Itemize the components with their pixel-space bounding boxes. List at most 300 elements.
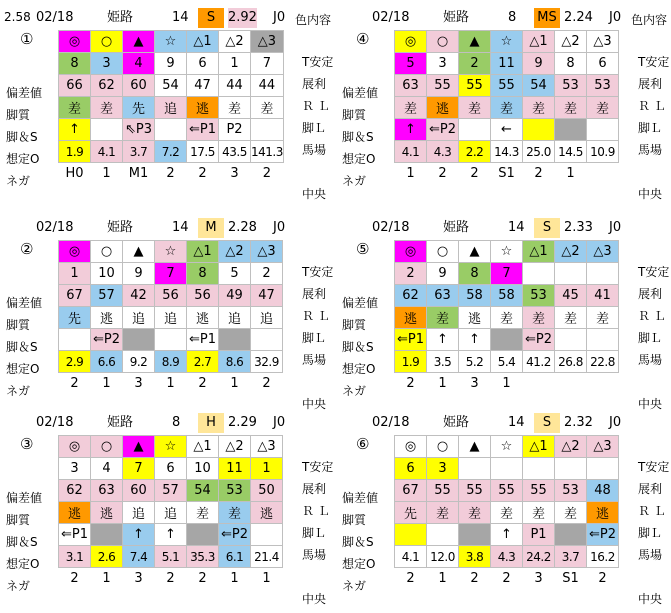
grid-cell: 56 <box>187 285 219 307</box>
row-label: 偏差値 <box>6 491 43 505</box>
grid-cell: △2 <box>219 241 251 263</box>
row-label: ネガ <box>6 174 31 188</box>
grid-cell: H0 <box>65 166 84 181</box>
top-left-value: 2.58 <box>4 10 31 24</box>
right-label: T安定 <box>638 55 670 69</box>
grid-cell: 2 <box>166 571 175 586</box>
grid-cell: △2 <box>219 436 251 458</box>
odds-row <box>395 351 619 373</box>
grid-cell: 53 <box>523 285 555 307</box>
right-label: 展利 <box>302 482 327 496</box>
grid-cell: 3 <box>134 376 143 391</box>
grid-cell: 3.7 <box>555 546 587 568</box>
race-number: ⑥ <box>356 435 370 453</box>
grid-cell <box>555 373 587 395</box>
grid-cell: ☆ <box>491 31 523 53</box>
grid-cell: 57 <box>91 285 123 307</box>
grid-cell: ▲ <box>459 436 491 458</box>
condition-badge: S <box>198 8 224 28</box>
grid-cell: 1.9 <box>59 141 91 163</box>
condition-badge: H <box>198 413 224 433</box>
marks-row <box>395 31 619 53</box>
grid-cell: 追 <box>219 307 251 329</box>
style-row <box>395 97 619 119</box>
race-date: 02/18 <box>36 10 74 25</box>
row-label: 想定O <box>342 362 376 376</box>
row-label: 脚＆S <box>6 340 38 354</box>
row-label: ネガ <box>342 579 367 593</box>
row-label: 偏差値 <box>342 86 379 100</box>
marks-row <box>59 436 283 458</box>
grid-cell: 3 <box>59 458 91 480</box>
grid-cell: 逃 <box>459 307 491 329</box>
grid-cell: 逃 <box>59 502 91 524</box>
grid-cell: ↑ <box>427 329 459 351</box>
grid-cell: 5.1 <box>155 546 187 568</box>
grid-cell: 50 <box>251 480 283 502</box>
grid-cell: ○ <box>427 436 459 458</box>
runner-count: 8 <box>508 10 517 25</box>
grid-cell: 67 <box>59 285 91 307</box>
right-label: 展利 <box>638 287 663 301</box>
marks-row <box>59 241 283 263</box>
grid-cell: 44 <box>219 75 251 97</box>
grid-cell: 先 <box>123 97 155 119</box>
grid-cell: 差 <box>395 97 427 119</box>
grid-cell: 差 <box>459 97 491 119</box>
right-label: 展利 <box>302 77 327 91</box>
grid-cell: ◎ <box>395 31 427 53</box>
grid-cell: 逃 <box>587 502 619 524</box>
grid-cell: 先 <box>59 307 91 329</box>
grid-cell: 4.1 <box>91 141 123 163</box>
grid-cell: ☆ <box>155 436 187 458</box>
right-label: 中央 <box>302 187 327 201</box>
grid-cell <box>395 524 427 546</box>
grid-cell: 141.3 <box>251 141 284 163</box>
grid-cell: 1 <box>438 376 447 391</box>
race-date: 02/18 <box>372 10 410 25</box>
grid-cell: 2 <box>395 263 427 285</box>
grid-cell: 先 <box>395 502 427 524</box>
grid-cell: 5 <box>395 53 427 75</box>
grid-cell <box>459 119 491 141</box>
grid-cell: 逃 <box>91 307 123 329</box>
grid-cell: 3.5 <box>427 351 459 373</box>
race-number: ④ <box>356 30 370 48</box>
grid-cell: 9 <box>155 53 187 75</box>
grid-cell: 54 <box>155 75 187 97</box>
grid-cell: 47 <box>187 75 219 97</box>
row-label: 脚質 <box>342 108 367 122</box>
grid-cell: 3 <box>427 458 459 480</box>
row-label: 想定O <box>6 152 40 166</box>
runner-count: 14 <box>508 220 525 235</box>
grid-cell: 26.8 <box>555 351 587 373</box>
deviation-row <box>59 75 284 97</box>
odds-row <box>59 546 283 568</box>
grid-cell: ← <box>491 119 523 141</box>
grid-cell: 差 <box>219 502 251 524</box>
grid-cell: 逃 <box>91 502 123 524</box>
grid-cell: 2 <box>534 166 543 181</box>
runner-count: 8 <box>172 415 181 430</box>
tenri-row <box>59 458 283 480</box>
grid-cell: 1 <box>438 571 447 586</box>
row-label: ネガ <box>6 579 31 593</box>
race-index: 2.32 <box>564 415 593 430</box>
grid-cell: 63 <box>91 480 123 502</box>
right-label: 馬場 <box>302 548 327 562</box>
race-date: 02/18 <box>372 415 410 430</box>
grid-cell: 22.8 <box>587 351 619 373</box>
grid-cell: 53 <box>219 480 251 502</box>
grid-cell: 63 <box>395 75 427 97</box>
marks-table <box>394 30 619 184</box>
marks-row <box>395 436 619 458</box>
jockey-code: J0 <box>609 10 622 25</box>
grid-cell: 1 <box>102 376 111 391</box>
odds-row <box>59 351 283 373</box>
grid-cell: 6.1 <box>219 546 251 568</box>
track-name: 姫路 <box>107 10 134 25</box>
grid-cell: 2 <box>438 166 447 181</box>
grid-cell: ▲ <box>123 241 155 263</box>
grid-cell: 3 <box>91 53 123 75</box>
right-label: Ｒ Ｌ <box>638 99 666 113</box>
grid-cell: 2.6 <box>91 546 123 568</box>
grid-cell <box>523 119 555 141</box>
style-row <box>395 502 619 524</box>
grid-cell: 2 <box>198 571 207 586</box>
grid-cell: 55 <box>523 480 555 502</box>
grid-cell: 7.2 <box>155 141 187 163</box>
race-number: ③ <box>20 435 34 453</box>
right-label: 展利 <box>302 287 327 301</box>
grid-cell: 2 <box>166 166 175 181</box>
grid-cell: 7 <box>491 263 523 285</box>
right-label: 中央 <box>638 397 663 411</box>
grid-cell: 35.3 <box>187 546 219 568</box>
grid-cell: ☆ <box>491 436 523 458</box>
grid-cell: ◎ <box>59 241 91 263</box>
grid-cell: ▲ <box>123 31 155 53</box>
right-label: T安定 <box>302 55 334 69</box>
right-label: 馬場 <box>302 353 327 367</box>
grid-cell: 58 <box>459 285 491 307</box>
grid-cell: ○ <box>91 31 123 53</box>
tenri-row <box>395 53 619 75</box>
grid-cell: 5.2 <box>459 351 491 373</box>
track-name: 姫路 <box>443 220 470 235</box>
grid-cell: ▲ <box>459 31 491 53</box>
grid-cell: 55 <box>427 75 459 97</box>
grid-cell: 差 <box>491 307 523 329</box>
grid-cell: 逃 <box>187 307 219 329</box>
runner-count: 14 <box>172 220 189 235</box>
jockey-code: J0 <box>273 415 286 430</box>
grid-cell: 2 <box>470 166 479 181</box>
grid-cell: 2 <box>502 571 511 586</box>
grid-cell: ⇐P2 <box>219 524 251 546</box>
right-label: 脚Ｌ <box>302 526 327 540</box>
deviation-row <box>395 480 619 502</box>
style-row <box>59 502 283 524</box>
negative-row <box>395 373 619 395</box>
row-label: 想定O <box>342 557 376 571</box>
grid-cell: 追 <box>123 307 155 329</box>
grid-cell: 6.6 <box>91 351 123 373</box>
grid-cell: ↑ <box>459 329 491 351</box>
grid-cell: 47 <box>251 285 283 307</box>
grid-cell: 差 <box>555 307 587 329</box>
grid-cell: 1 <box>102 571 111 586</box>
grid-cell: ☆ <box>491 241 523 263</box>
grid-cell <box>491 329 523 351</box>
grid-cell: ◎ <box>395 436 427 458</box>
grid-cell: 17.5 <box>187 141 219 163</box>
grid-cell: 14.3 <box>491 141 523 163</box>
marks-table <box>394 240 619 394</box>
right-label: 馬場 <box>638 143 663 157</box>
grid-cell: 8.6 <box>219 351 251 373</box>
marks-table <box>58 435 283 589</box>
race-panel <box>336 8 671 208</box>
runner-count: 14 <box>172 10 189 25</box>
grid-cell: ○ <box>91 436 123 458</box>
grid-cell: ⇐P2 <box>523 329 555 351</box>
grid-cell <box>155 329 187 351</box>
grid-cell: 2 <box>459 53 491 75</box>
row-label: 想定O <box>342 152 376 166</box>
grid-cell: 1 <box>59 263 91 285</box>
grid-cell: 2.7 <box>187 351 219 373</box>
marks-table <box>394 435 619 589</box>
right-label: 中央 <box>302 592 327 606</box>
grid-cell <box>555 458 587 480</box>
race-panel <box>336 218 671 418</box>
track-name: 姫路 <box>443 415 470 430</box>
row-label: 偏差値 <box>342 491 379 505</box>
grid-cell <box>587 263 619 285</box>
grid-cell <box>219 329 251 351</box>
grid-cell: 3 <box>427 53 459 75</box>
condition-badge: S <box>534 413 560 433</box>
grid-cell: 55 <box>459 75 491 97</box>
grid-cell: 6 <box>155 458 187 480</box>
grid-cell: 逃 <box>395 307 427 329</box>
marks-table <box>58 30 284 184</box>
jockey-code: J0 <box>609 220 622 235</box>
grid-cell: 差 <box>555 502 587 524</box>
row-label: ネガ <box>342 174 367 188</box>
grid-cell: 7 <box>123 458 155 480</box>
grid-cell: 11 <box>491 53 523 75</box>
grid-cell: 5 <box>219 263 251 285</box>
grid-cell: 11 <box>219 458 251 480</box>
grid-cell: 1 <box>166 376 175 391</box>
grid-cell: 追 <box>155 307 187 329</box>
grid-cell <box>587 119 619 141</box>
grid-cell: 16.2 <box>587 546 619 568</box>
deviation-row <box>395 285 619 307</box>
negative-row <box>59 373 283 395</box>
right-label: 脚Ｌ <box>302 331 327 345</box>
speed-row <box>59 524 283 546</box>
grid-cell: 56 <box>155 285 187 307</box>
grid-cell: △1 <box>523 31 555 53</box>
grid-cell: 1 <box>251 458 283 480</box>
grid-cell <box>459 524 491 546</box>
marks-row <box>395 241 619 263</box>
grid-cell: 7 <box>155 263 187 285</box>
speed-row <box>59 329 283 351</box>
race-index: 2.29 <box>228 415 257 430</box>
grid-cell <box>587 373 619 395</box>
grid-cell: 3 <box>230 166 239 181</box>
grid-cell: 2 <box>406 571 415 586</box>
grid-cell <box>555 119 587 141</box>
grid-cell: 55 <box>427 480 459 502</box>
grid-cell: 21.4 <box>251 546 283 568</box>
right-label: Ｒ Ｌ <box>302 309 330 323</box>
right-label: 馬場 <box>638 353 663 367</box>
row-label: 脚質 <box>342 318 367 332</box>
grid-cell: ⇐P2 <box>427 119 459 141</box>
row-label: 脚＆S <box>342 340 374 354</box>
jockey-code: J0 <box>273 10 286 25</box>
grid-cell: 7.4 <box>123 546 155 568</box>
right-label: 展利 <box>638 77 663 91</box>
grid-cell: ◎ <box>59 31 91 53</box>
tenri-row <box>395 458 619 480</box>
grid-cell: 3.1 <box>59 546 91 568</box>
grid-cell: 3 <box>134 571 143 586</box>
grid-cell: 2 <box>598 571 607 586</box>
grid-cell: 54 <box>187 480 219 502</box>
right-label: 中央 <box>638 187 663 201</box>
grid-cell: 差 <box>251 97 284 119</box>
grid-cell: 2 <box>262 166 272 181</box>
grid-cell <box>491 458 523 480</box>
grid-cell: 63 <box>427 285 459 307</box>
grid-cell <box>251 119 284 141</box>
grid-cell: 48 <box>587 480 619 502</box>
grid-cell: 7 <box>251 53 284 75</box>
grid-cell: 2 <box>70 571 79 586</box>
race-date: 02/18 <box>372 220 410 235</box>
grid-cell: 4.1 <box>395 141 427 163</box>
grid-cell <box>427 524 459 546</box>
grid-cell: 54 <box>523 75 555 97</box>
grid-cell: △1 <box>187 31 219 53</box>
grid-cell: 62 <box>91 75 123 97</box>
jockey-code: J0 <box>273 220 286 235</box>
race-number: ① <box>20 30 34 48</box>
grid-cell: 55 <box>491 75 523 97</box>
race-index: 2.24 <box>564 10 593 25</box>
grid-cell: 4 <box>123 53 155 75</box>
marks-table <box>58 240 283 394</box>
grid-cell: 3.7 <box>123 141 155 163</box>
grid-cell: 差 <box>555 97 587 119</box>
grid-cell: △3 <box>251 241 283 263</box>
track-name: 姫路 <box>107 415 134 430</box>
condition-badge: M <box>198 218 224 238</box>
grid-cell: △1 <box>523 436 555 458</box>
grid-cell: 差 <box>427 502 459 524</box>
grid-cell: 2 <box>70 376 79 391</box>
grid-cell: 4.1 <box>395 546 427 568</box>
grid-cell: 8 <box>187 263 219 285</box>
odds-row <box>59 141 284 163</box>
race-panel <box>0 8 335 208</box>
row-label: 脚＆S <box>6 130 38 144</box>
grid-cell <box>91 524 123 546</box>
grid-cell: 差 <box>523 502 555 524</box>
runner-count: 14 <box>508 415 525 430</box>
grid-cell: S1 <box>498 166 515 181</box>
grid-cell: 9.2 <box>123 351 155 373</box>
grid-cell: 差 <box>523 307 555 329</box>
grid-cell: 差 <box>587 97 619 119</box>
grid-cell: 1.9 <box>395 351 427 373</box>
grid-cell <box>59 329 91 351</box>
row-label: 脚＆S <box>6 535 38 549</box>
grid-cell: 58 <box>491 285 523 307</box>
grid-cell: ○ <box>427 241 459 263</box>
grid-cell: 2 <box>470 571 479 586</box>
grid-cell: 差 <box>59 97 91 119</box>
row-label: 脚＆S <box>342 535 374 549</box>
race-panel <box>0 218 335 418</box>
grid-cell: 53 <box>555 75 587 97</box>
grid-cell: 53 <box>587 75 619 97</box>
race-number: ⑤ <box>356 240 370 258</box>
color-content-label: 色内容 <box>295 13 332 27</box>
right-label: 馬場 <box>302 143 327 157</box>
grid-cell: 2.2 <box>459 141 491 163</box>
grid-cell: 1 <box>230 376 239 391</box>
grid-cell: 1 <box>262 571 271 586</box>
grid-cell: 25.0 <box>523 141 555 163</box>
row-label: 脚質 <box>6 108 31 122</box>
grid-cell <box>251 524 283 546</box>
grid-cell: 2.9 <box>59 351 91 373</box>
grid-cell: ○ <box>91 241 123 263</box>
row-label: ネガ <box>342 384 367 398</box>
grid-cell: △2 <box>219 31 251 53</box>
grid-cell: ⇐P1 <box>59 524 91 546</box>
row-label: 脚質 <box>6 318 31 332</box>
row-label: 脚＆S <box>342 130 374 144</box>
grid-cell: 55 <box>491 480 523 502</box>
speed-row <box>395 329 619 351</box>
grid-cell: 41.2 <box>523 351 555 373</box>
grid-cell: ⇐P1 <box>187 329 219 351</box>
right-label: 脚Ｌ <box>638 331 663 345</box>
row-label: 偏差値 <box>6 296 43 310</box>
grid-cell: 14.5 <box>555 141 587 163</box>
grid-cell: ⇐P2 <box>587 524 619 546</box>
grid-cell: 差 <box>587 307 619 329</box>
grid-cell: 41 <box>587 285 619 307</box>
grid-cell: 32.9 <box>251 351 283 373</box>
row-label: 偏差値 <box>342 296 379 310</box>
grid-cell: 8 <box>459 263 491 285</box>
grid-cell: M1 <box>128 166 149 181</box>
grid-cell <box>555 329 587 351</box>
